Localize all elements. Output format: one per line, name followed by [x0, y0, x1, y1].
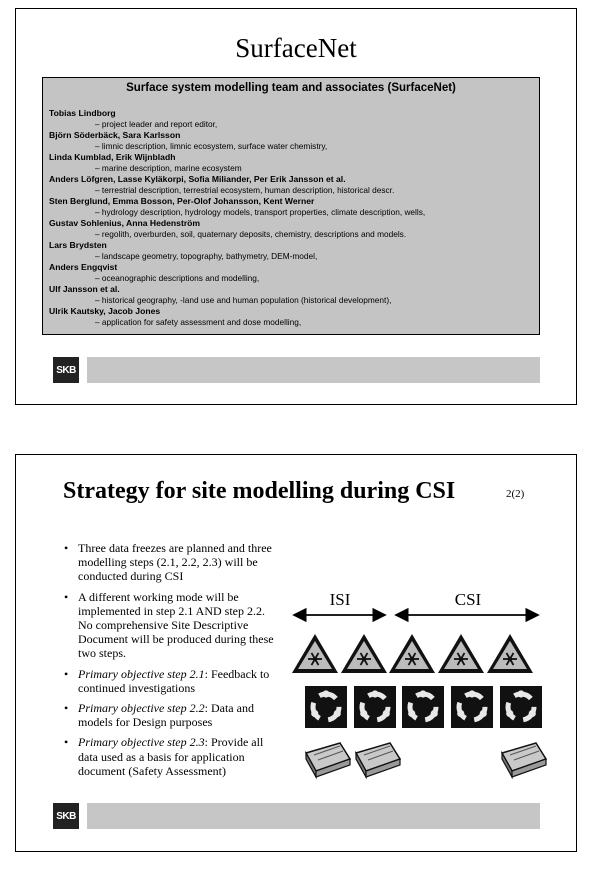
team-member [49, 108, 539, 130]
footer-bar [87, 803, 540, 829]
member-names: Tobias Lindborg [49, 108, 116, 118]
team-member [49, 240, 539, 262]
bullet-text: : Data and models for Design purposes [78, 701, 254, 730]
member-names: Anders Engqvist [49, 262, 118, 272]
team-member [49, 306, 539, 328]
recycle-icon [402, 686, 444, 728]
bullet-italic: Primary objective step 2.3 [78, 735, 205, 750]
isi-label: ISI [329, 590, 351, 609]
book-icon [356, 743, 400, 777]
bullet-item [62, 735, 277, 778]
slide-strategy [15, 454, 577, 852]
member-names: Lars Brydsten [49, 240, 107, 250]
footer-bar [87, 357, 540, 383]
team-list [43, 108, 539, 328]
member-names: Ulf Jansson et al. [49, 284, 120, 294]
freeze-warning-icon [341, 634, 387, 673]
member-role: – marine description, marine ecosystem [95, 163, 242, 173]
bullet-item [62, 667, 277, 695]
recycle-icon [500, 686, 542, 728]
member-role: – regolith, overburden, soil, quaternary deposits, chemistry, descriptions and models. [95, 229, 407, 239]
bullet-text: Three data freezes are planned and three modelling steps (2.1, 2.2, 2.3) will be conducted during CSI [78, 541, 272, 584]
member-role: – limnic description, limnic ecosystem, surface water chemistry, [95, 141, 328, 151]
member-role: – landscape geometry, topography, bathymetry, DEM-model, [95, 251, 318, 261]
bullet-list [62, 541, 277, 784]
book-icon [306, 743, 350, 777]
bullet-text: : Provide all data used as a basis for application document (Safety Assessment) [78, 735, 264, 778]
bullet-text: : Feedback to continued investigations [78, 666, 270, 695]
freeze-warning-icon [389, 634, 435, 673]
member-role: – oceanographic descriptions and modelling, [95, 273, 260, 283]
bullet-italic: Primary objective step 2.1 [78, 666, 205, 681]
team-member [49, 152, 539, 174]
slide-surfacenet [15, 8, 577, 405]
freeze-warning-icon [438, 634, 484, 673]
recycle-icon [354, 686, 396, 728]
team-box [42, 77, 540, 335]
team-box-header: Surface system modelling team and associates (SurfaceNet) [126, 82, 456, 94]
member-names: Gustav Sohlenius, Anna Hedenström [49, 218, 201, 228]
page-indicator: 2(2) [506, 488, 525, 500]
recycle-icon [305, 686, 347, 728]
member-role: – hydrology description, hydrology models, transport properties, climate description, wells, [95, 207, 426, 217]
csi-label: CSI [454, 590, 482, 609]
freeze-warning-icon [487, 634, 533, 673]
skb-logo: SKB [53, 803, 79, 829]
team-member [49, 196, 539, 218]
member-names: Ulrik Kautsky, Jacob Jones [49, 306, 161, 316]
team-member [49, 130, 539, 152]
book-icon [502, 743, 546, 777]
member-role: – application for safety assessment and dose modelling, [95, 317, 302, 327]
bullet-italic: Primary objective step 2.2 [78, 701, 205, 716]
team-member [49, 262, 539, 284]
member-role: – historical geography, -land use and human population (historical development), [95, 295, 392, 305]
bullet-item [62, 541, 277, 584]
member-names: Anders Löfgren, Lasse Kyläkorpi, Sofia Miliander, Per Erik Jansson et al. [49, 174, 346, 184]
bullet-item [62, 701, 277, 729]
timeline-diagram [288, 583, 568, 803]
slide-title: SurfaceNet [235, 33, 357, 63]
member-role: – project leader and report editor, [95, 119, 218, 129]
member-names: Linda Kumblad, Erik Wijnbladh [49, 152, 176, 162]
recycle-icon [451, 686, 493, 728]
team-member [49, 284, 539, 306]
freeze-warning-icon [292, 634, 338, 673]
member-names: Björn Söderbäck, Sara Karlsson [49, 130, 181, 140]
bullet-text: A different working mode will be implemented in step 2.1 AND step 2.2. No comprehensive Site Descriptive Document will be produced during these two steps. [78, 589, 274, 661]
bullet-item [62, 590, 277, 661]
team-member [49, 174, 539, 196]
team-member [49, 218, 539, 240]
skb-logo: SKB [53, 357, 79, 383]
member-role: – terrestrial description, terrestrial ecosystem, human description, historical descr. [95, 185, 395, 195]
member-names: Sten Berglund, Emma Bosson, Per-Olof Johansson, Kent Werner [49, 196, 315, 206]
slide-title: Strategy for site modelling during CSI [63, 478, 456, 504]
